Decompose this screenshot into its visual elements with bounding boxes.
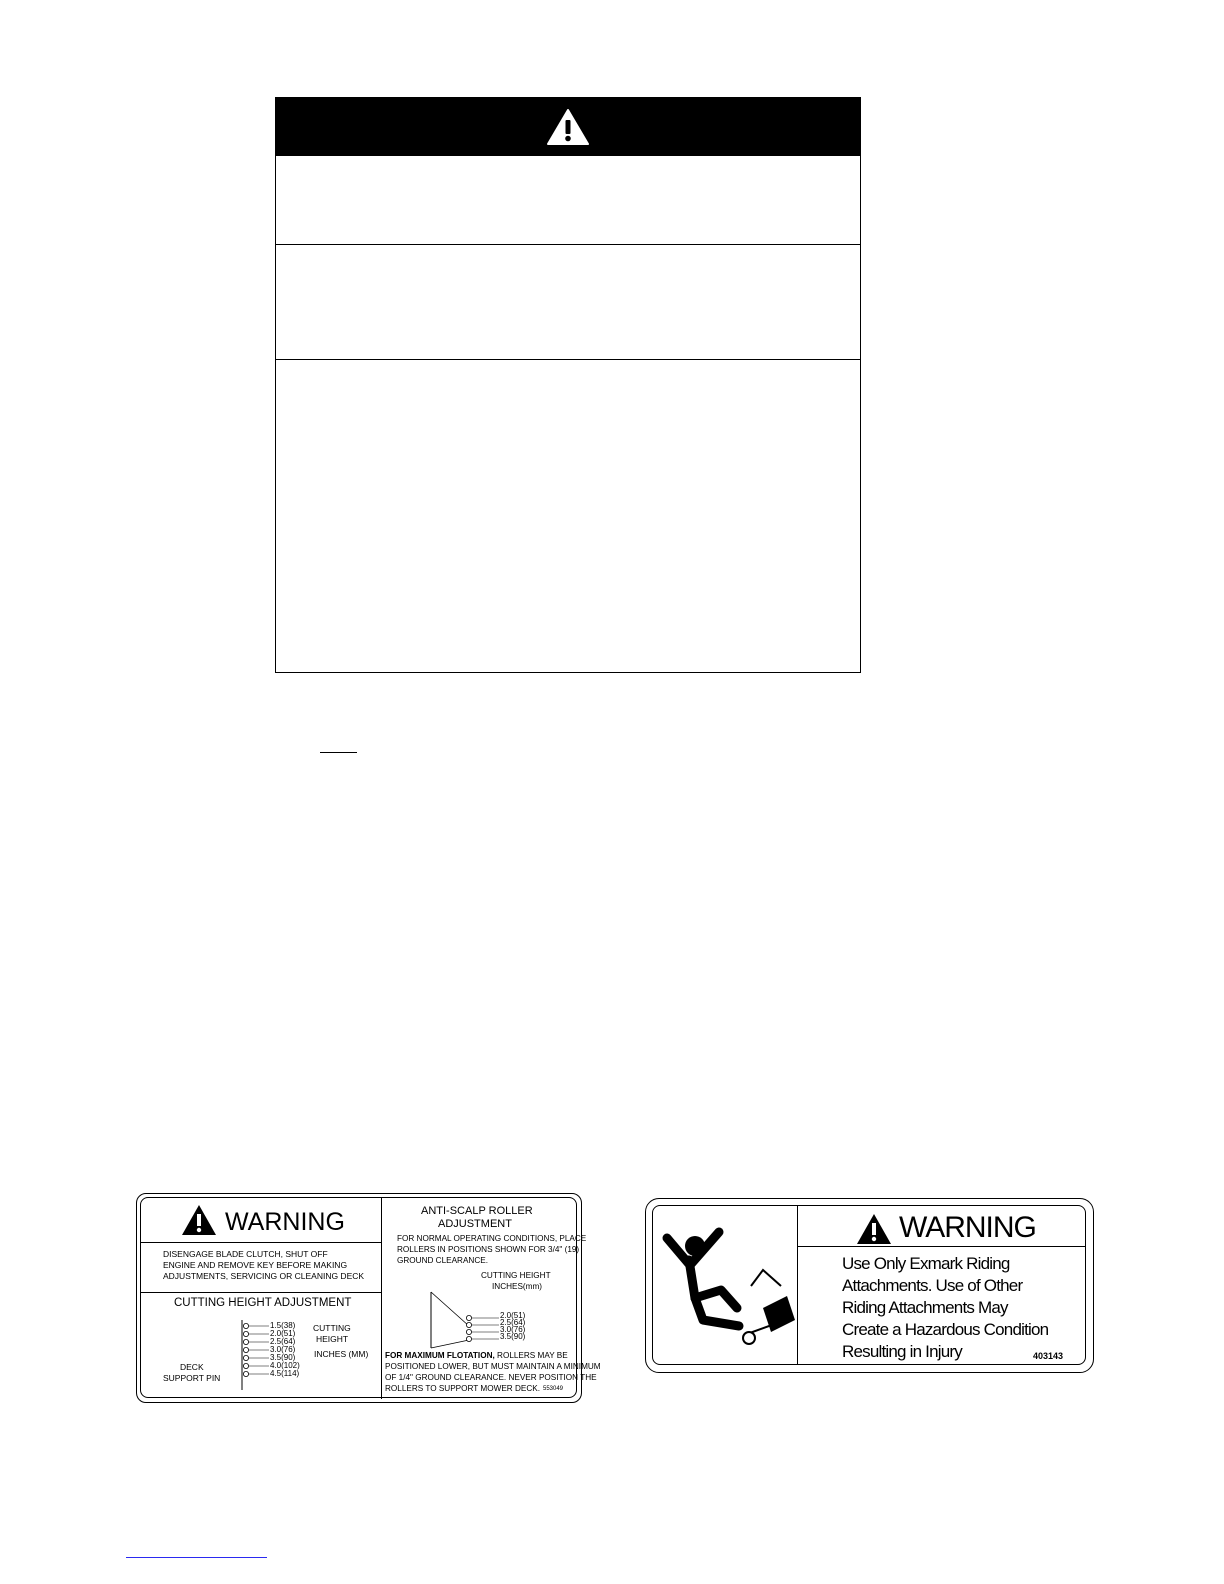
instruction-line: DISENGAGE BLADE CLUTCH, SHUT OFF	[163, 1249, 328, 1259]
cutting-label: CUTTING	[313, 1323, 351, 1333]
decal-divider	[797, 1246, 1085, 1247]
warning-header	[276, 98, 860, 156]
roller-instruction: FOR NORMAL OPERATING CONDITIONS, PLACE	[397, 1234, 587, 1243]
roller-height-value: 2.0(51)	[500, 1311, 526, 1320]
flotation-text: ROLLERS MAY BE	[494, 1351, 568, 1360]
section-title: CUTTING HEIGHT ADJUSTMENT	[174, 1297, 352, 1309]
warning-title: WARNING	[899, 1211, 1036, 1244]
warning-message-line: Resulting in Injury	[842, 1342, 962, 1361]
warning-section-3	[276, 360, 860, 672]
height-value: 3.0(76)	[270, 1345, 296, 1354]
height-value: 3.5(90)	[270, 1353, 296, 1362]
cutting-label: INCHES (MM)	[314, 1349, 369, 1359]
decal-inner-border	[140, 1197, 601, 1398]
height-value: 2.0(51)	[270, 1329, 296, 1338]
height-value: 4.0(102)	[270, 1361, 300, 1370]
warning-triangle-icon	[546, 108, 590, 146]
warning-triangle-icon	[856, 1213, 892, 1245]
roller-height-value: 3.0(76)	[500, 1325, 526, 1334]
roller-height-label: INCHES(mm)	[492, 1282, 543, 1291]
flotation-line: OF 1/4" GROUND CLEARANCE. NEVER POSITION THE	[385, 1373, 597, 1382]
flotation-line	[385, 1352, 568, 1360]
instruction-line: ADJUSTMENTS, SERVICING OR CLEANING DECK	[163, 1271, 365, 1281]
roller-height-value: 2.5(64)	[500, 1318, 526, 1327]
cutting-height-decal	[136, 1193, 601, 1403]
part-number: 553049	[543, 1386, 564, 1392]
height-value: 2.5(64)	[270, 1337, 296, 1346]
deck-label: DECK	[180, 1362, 204, 1372]
roller-title: ADJUSTMENT	[438, 1218, 512, 1230]
flotation-bold: FOR MAXIMUM FLOTATION,	[385, 1351, 495, 1360]
height-value: 1.5(38)	[270, 1321, 296, 1330]
warning-section-2	[276, 245, 860, 360]
warning-triangle-icon	[181, 1204, 217, 1236]
warning-message-line: Riding Attachments May	[842, 1298, 1008, 1317]
roller-title: ANTI-SCALP ROLLER	[421, 1205, 533, 1217]
cutting-label: HEIGHT	[316, 1334, 349, 1344]
decal-divider	[141, 1292, 381, 1293]
warning-message-line: Create a Hazardous Condition	[842, 1320, 1049, 1339]
warning-message-line: Attachments. Use of Other	[842, 1276, 1023, 1295]
deck-label: SUPPORT PIN	[163, 1373, 221, 1383]
link-underline[interactable]	[126, 1557, 267, 1558]
roller-height-label: CUTTING HEIGHT	[481, 1271, 551, 1280]
height-pin-diagram	[237, 1320, 273, 1390]
roller-instruction: ROLLERS IN POSITIONS SHOWN FOR 3/4" (19)	[397, 1245, 580, 1254]
riding-attachments-decal	[645, 1198, 1094, 1373]
warning-section-1	[276, 156, 860, 245]
underline-rule	[320, 752, 357, 753]
decal-divider	[141, 1242, 381, 1243]
instruction-line: ENGINE AND REMOVE KEY BEFORE MAKING	[163, 1260, 348, 1270]
decal-inner-border	[652, 1205, 1086, 1365]
warning-title: WARNING	[225, 1208, 345, 1236]
flotation-line: ROLLERS TO SUPPORT MOWER DECK.	[385, 1384, 540, 1393]
part-number: 403143	[1033, 1351, 1064, 1361]
warning-box	[275, 97, 861, 673]
roller-height-value: 3.5(90)	[500, 1332, 526, 1341]
warning-message-line: Use Only Exmark Riding	[842, 1254, 1010, 1273]
person-falling-icon	[659, 1224, 795, 1354]
roller-instruction: GROUND CLEARANCE.	[397, 1256, 488, 1265]
decal-divider	[381, 1198, 382, 1399]
roller-bracket-diagram	[425, 1290, 505, 1352]
decal-divider	[797, 1206, 798, 1364]
flotation-line: POSITIONED LOWER, BUT MUST MAINTAIN A MINIMUM	[385, 1362, 601, 1371]
height-value: 4.5(114)	[270, 1369, 300, 1378]
